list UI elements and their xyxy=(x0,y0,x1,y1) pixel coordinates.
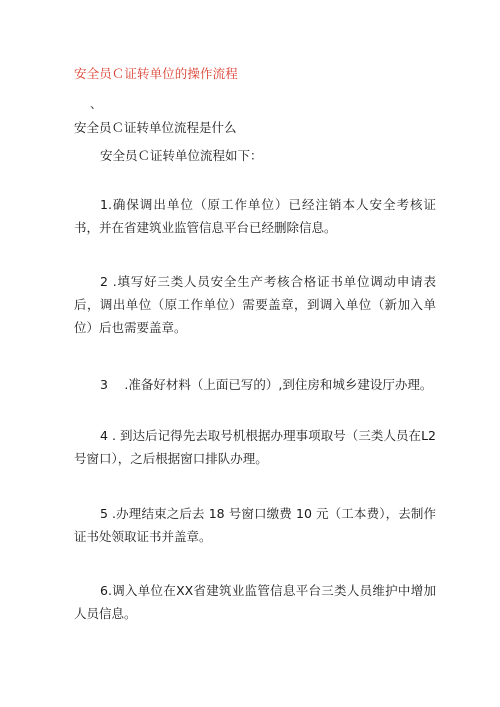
step-paragraph-6: 6.调入单位在XX省建筑业监管信息平台三类人员维护中增加人员信息。 xyxy=(74,583,436,621)
step-paragraph-4: 4 . 到达后记得先去取号机根据办理事项取号（三类人员在L2号窗口），之后根据窗口排队办理。 xyxy=(74,428,436,466)
bullet-mark: 、 xyxy=(90,97,103,111)
step-paragraph-5: 5 .办理结束之后去 18 号窗口缴费 10 元（工本费），去制作证书处领取证书并盖章。 xyxy=(74,506,436,544)
step-paragraph-3: 3 .准备好材料（上面已写的）,到住房和城乡建设厅办理。 xyxy=(100,377,433,392)
intro-paragraph: 安全员Ｃ证转单位流程如下： xyxy=(100,148,263,163)
section-heading: 安全员Ｃ证转单位流程是什么 xyxy=(74,120,237,135)
step-paragraph-1: 1.确保调出单位（原工作单位）已经注销本人安全考核证书，并在省建筑业监管信息平台已经删除信息。 xyxy=(74,197,436,235)
step-paragraph-2: 2 .填写好三类人员安全生产考核合格证书单位调动申请表后，调出单位（原工作单位）需要盖章，到调入单位（新加入单位）后也需要盖章。 xyxy=(74,274,436,335)
document-title: 安全员Ｃ证转单位的操作流程 xyxy=(74,66,238,81)
